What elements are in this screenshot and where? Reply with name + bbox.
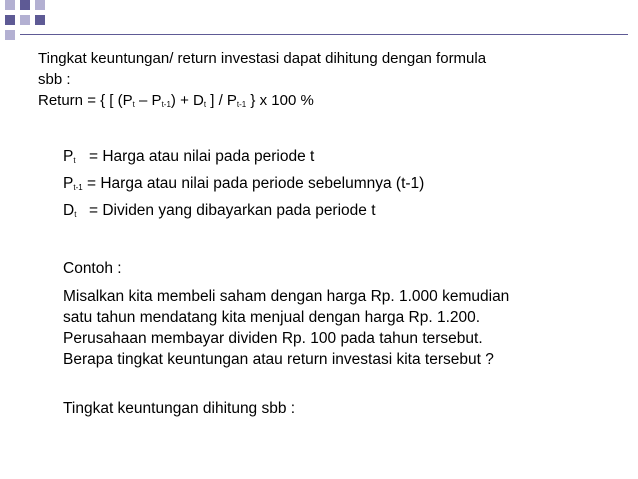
example-line: Berapa tingkat keuntungan atau return investasi kita tersebut ?	[63, 351, 494, 368]
example-line: Perusahaan membayar dividen Rp. 100 pada tahun tersebut.	[63, 330, 483, 347]
definition-symbol	[63, 143, 89, 170]
definition-row	[63, 170, 623, 197]
intro-line-2: sbb :	[38, 71, 71, 88]
symbol-letter: P	[63, 148, 74, 165]
formula-part: } x 100 %	[246, 92, 314, 109]
definition-symbol	[63, 197, 89, 224]
example-line: Misalkan kita membeli saham dengan harga Rp. 1.000 kemudian	[63, 288, 510, 305]
final-statement: Tingkat keuntungan dihitung sbb :	[63, 400, 296, 417]
intro-block	[38, 48, 618, 111]
definition-text: = Harga atau nilai pada periode t	[89, 148, 315, 165]
decorative-squares	[0, 0, 60, 45]
symbol-letter: D	[63, 202, 75, 219]
definitions-list	[63, 143, 623, 224]
formula-part: ] / P	[206, 92, 237, 109]
formula-subscript: t-1	[236, 100, 247, 109]
symbol-subscript: t-1	[73, 183, 83, 192]
definition-symbol	[63, 170, 87, 197]
top-rule	[20, 34, 628, 35]
formula-part: ) + D	[170, 92, 204, 109]
symbol-subscript: t	[73, 156, 76, 165]
formula-subscript: t	[132, 100, 135, 109]
formula-subscript: t-1	[161, 100, 171, 109]
example-block	[63, 258, 623, 370]
definition-row	[63, 143, 623, 170]
formula-subscript: t	[203, 100, 207, 109]
example-title: Contoh :	[63, 260, 122, 277]
example-line: satu tahun mendatang kita menjual dengan harga Rp. 1.200.	[63, 309, 481, 326]
formula-part: Return = { [ (P	[38, 92, 133, 109]
return-formula	[38, 90, 618, 111]
intro-line-1: Tingkat keuntungan/ return investasi dapat dihitung dengan formula	[38, 50, 487, 67]
formula-part: – P	[134, 92, 162, 109]
definition-text: = Dividen yang dibayarkan pada periode t	[89, 202, 376, 219]
symbol-subscript: t	[74, 210, 77, 219]
definition-text: = Harga atau nilai pada periode sebelumnya (t-1)	[87, 175, 425, 192]
definition-row	[63, 197, 623, 224]
symbol-letter: P	[63, 175, 74, 192]
